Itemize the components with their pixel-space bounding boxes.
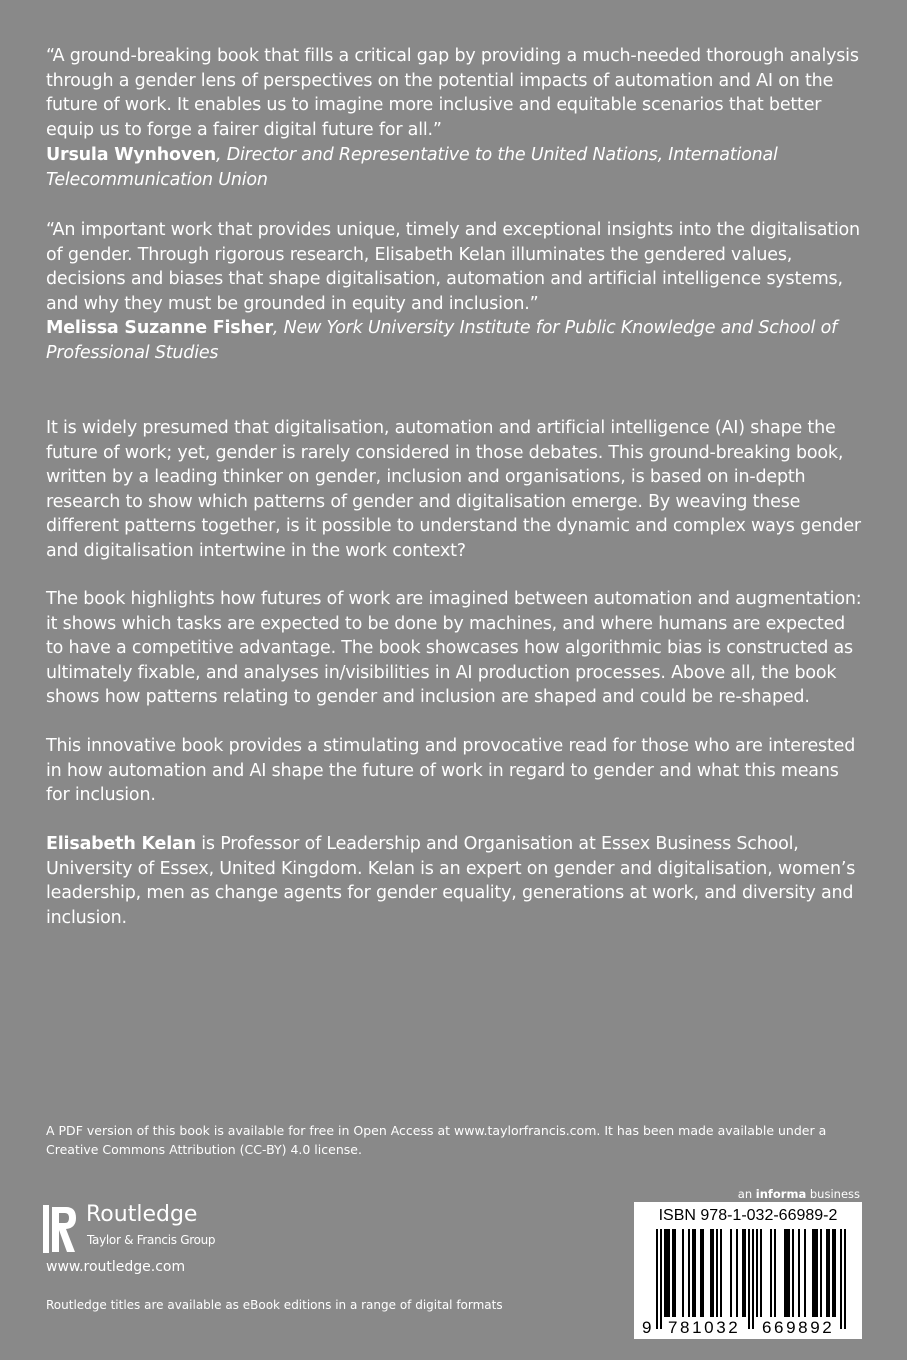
barcode-bar bbox=[710, 1229, 712, 1317]
barcode-bar bbox=[682, 1229, 684, 1317]
barcode-bar bbox=[672, 1229, 674, 1317]
description-paragraph-1: It is widely presumed that digitalisation, automation and artificial intelligence (AI) shape the future of work; yet, gender is rarely considered in those debates. This ground-breaking book, written by a leading thinker on gender, inclusion and organisations, is based on in-depth research to show which patterns of gender and digitalisation emerge. By weaving these different patterns together, is it possible to understand the dynamic and complex ways gender and digitalisation intertwine in the work context? bbox=[46, 418, 861, 561]
ean-right-digits: 669892 bbox=[762, 1318, 835, 1337]
endorsement-2-attribution bbox=[46, 316, 862, 365]
barcode-guard-bar bbox=[752, 1229, 754, 1329]
barcode-bar bbox=[674, 1229, 676, 1317]
barcode-guard-bar bbox=[844, 1229, 846, 1329]
barcode-guard-bar bbox=[748, 1229, 750, 1329]
barcode-bar bbox=[712, 1229, 714, 1317]
barcode-bar bbox=[820, 1229, 822, 1317]
barcode-bar bbox=[720, 1229, 722, 1317]
ean-left-digits: 781032 bbox=[668, 1318, 741, 1337]
barcode-bar bbox=[668, 1229, 670, 1317]
publisher-website[interactable]: www.routledge.com bbox=[46, 1259, 186, 1275]
endorsement-2-quote: “An important work that provides unique, timely and exceptional insights into the digitalisation of gender. Through rigorous research, Elisabeth Kelan illuminates the gendered values, decisions and biases that shape digitalisation, automation and artificial intelligence systems, and why they must be grounded in equity and inclusion.” bbox=[46, 220, 860, 314]
barcode-bar bbox=[692, 1229, 694, 1317]
barcode-bar bbox=[792, 1229, 794, 1317]
barcode-bar bbox=[814, 1229, 816, 1317]
informa-business-tag bbox=[700, 1187, 860, 1201]
barcode-bar bbox=[784, 1229, 786, 1317]
endorsement-1-affiliation: , Director and Representative to the United Nations, International Telecommunication Union bbox=[46, 145, 778, 190]
endorsement-2-name: Melissa Suzanne Fisher bbox=[46, 318, 273, 338]
publisher-group: Taylor & Francis Group bbox=[87, 1233, 216, 1247]
barcode-bar bbox=[716, 1229, 718, 1317]
barcode-bar bbox=[804, 1229, 806, 1317]
publisher-name: Routledge bbox=[86, 1202, 198, 1227]
barcode-bar bbox=[828, 1229, 830, 1317]
author-bio bbox=[46, 832, 862, 930]
barcode-bar bbox=[760, 1229, 762, 1317]
routledge-logo-icon bbox=[42, 1203, 78, 1255]
description-paragraph-3: This innovative book provides a stimulating and provocative read for those who are interested in how automation and AI shape the future of work in regard to gender and what this means for inclusion. bbox=[46, 736, 856, 805]
barcode-bar bbox=[798, 1229, 800, 1317]
barcode-bar bbox=[664, 1229, 666, 1317]
barcode-bar bbox=[730, 1229, 732, 1317]
endorsement-2-affiliation: , New York University Institute for Public Knowledge and School of Professional Studies bbox=[46, 318, 838, 363]
barcode-bar bbox=[700, 1229, 702, 1317]
barcode-bar bbox=[788, 1229, 790, 1317]
barcode-bar bbox=[774, 1229, 776, 1317]
barcode-bar bbox=[736, 1229, 738, 1317]
barcode-bar bbox=[826, 1229, 828, 1317]
barcode-guard-bar bbox=[660, 1229, 662, 1329]
barcode-bar bbox=[816, 1229, 818, 1317]
endorsement-1-name: Ursula Wynhoven bbox=[46, 145, 217, 165]
barcode-bar bbox=[756, 1229, 758, 1317]
barcode-bar bbox=[694, 1229, 696, 1317]
barcode-guard-bar bbox=[656, 1229, 658, 1329]
barcode-bar bbox=[702, 1229, 704, 1317]
barcode-bar bbox=[770, 1229, 772, 1317]
isbn-label: ISBN 978-1-032-66989-2 bbox=[658, 1207, 838, 1224]
description-paragraph-2: The book highlights how futures of work are imagined between automation and augmentation: it shows which tasks are expected to be done by machines, and where humans are expected to have a competitive advantage. The book showcases how algorithmic bias is constructed as ultimately fixable, and analyses in/visibilities in AI production processes. Above all, the book shows how patterns relating to gender and inclusion are shaped and could be re-shaped. bbox=[46, 589, 862, 707]
barcode-bar bbox=[832, 1229, 834, 1317]
author-bio-text: is Professor of Leadership and Organisation at Essex Business School, University of Essex, United Kingdom. Kelan is an expert on gender and digitalisation, women’s leadership, men as change agents for gender equality, generations at work, and diversity and inclusion. bbox=[46, 834, 856, 928]
endorsement-1-quote: “A ground-breaking book that fills a critical gap by providing a much-needed thorough analysis through a gender lens of perspectives on the potential impacts of automation and AI on the future of work. It enables us to imagine more inclusive and equitable scenarios that better equip us to forge a fairer digital future for all.” bbox=[46, 46, 859, 140]
endorsement-1-attribution bbox=[46, 143, 862, 192]
barcode-bar bbox=[688, 1229, 690, 1317]
isbn-barcode bbox=[634, 1202, 862, 1339]
ebook-note: Routledge titles are available as eBook editions in a range of digital formats bbox=[46, 1298, 503, 1312]
ean-first-digit: 9 bbox=[642, 1318, 655, 1337]
informa-prefix: an bbox=[737, 1187, 756, 1201]
barcode-bar bbox=[666, 1229, 668, 1317]
informa-suffix: business bbox=[806, 1187, 860, 1201]
author-name: Elisabeth Kelan bbox=[46, 834, 196, 854]
barcode-guard-bar bbox=[840, 1229, 842, 1329]
barcode-bar bbox=[834, 1229, 836, 1317]
informa-bold: informa bbox=[755, 1187, 807, 1201]
barcode-bar bbox=[742, 1229, 744, 1317]
barcode-bar bbox=[812, 1229, 814, 1317]
open-access-note: A PDF version of this book is available for free in Open Access at www.taylorfrancis.com. It has been made available under a Creative Commons Attribution (CC-BY) 4.0 license. bbox=[46, 1123, 827, 1157]
barcode-bar bbox=[786, 1229, 788, 1317]
barcode-bar bbox=[744, 1229, 746, 1317]
